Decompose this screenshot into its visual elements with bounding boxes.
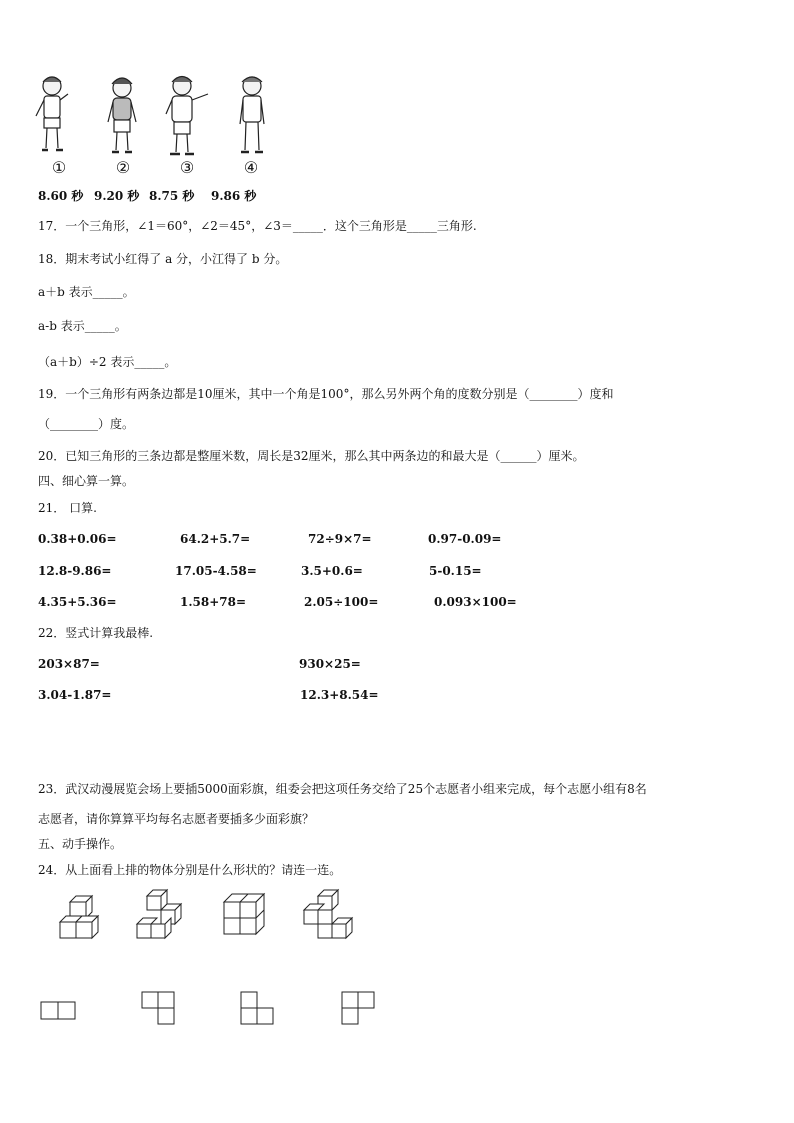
q21-cell: 2.05÷100= <box>304 595 379 609</box>
question-19-line-2: （________）度。 <box>38 417 135 431</box>
question-24: 24．从上面看上排的物体分别是什么形状的？请连一连。 <box>38 863 342 877</box>
figure-label-1: ① <box>51 158 67 177</box>
time-value-1: 8.60 秒 <box>38 189 84 203</box>
question-18-line-1: a＋b 表示_____。 <box>38 285 135 299</box>
top-view-2 <box>140 990 180 1030</box>
figure-label-4: ④ <box>243 158 259 177</box>
q21-cell: 0.38+0.06= <box>38 532 117 546</box>
top-view-4 <box>340 990 380 1030</box>
cube-stack-2 <box>135 888 185 944</box>
q21-cell: 1.58+78= <box>180 595 247 609</box>
section-5-heading: 五、动手操作。 <box>38 837 123 851</box>
time-value-4: 9.86 秒 <box>211 189 257 203</box>
question-18-line-3: （a＋b）÷2 表示_____。 <box>38 355 177 369</box>
top-view-1 <box>40 1000 80 1024</box>
figure-label-3: ③ <box>179 158 195 177</box>
question-22-title: 22．竖式计算我最棒. <box>38 626 154 640</box>
q21-cell: 0.093×100= <box>434 595 517 609</box>
q21-cell: 17.05-4.58= <box>175 564 257 578</box>
time-value-3: 8.75 秒 <box>149 189 195 203</box>
question-20: 20．已知三角形的三条边都是整厘米数，周长是32厘米，那么其中两条边的和最大是（______）厘米。 <box>38 449 585 463</box>
top-view-3 <box>239 990 279 1030</box>
cube-stack-1 <box>56 894 106 944</box>
time-value-2: 9.20 秒 <box>94 189 140 203</box>
q22-cell: 203×87= <box>38 657 100 671</box>
q21-cell: 12.8-9.86= <box>38 564 112 578</box>
q21-cell: 64.2+5.7= <box>180 532 251 546</box>
question-23-line-2: 志愿者，请你算算平均每名志愿者要插多少面彩旗？ <box>38 812 315 826</box>
child-figure-2 <box>108 78 136 152</box>
q22-cell: 12.3+8.54= <box>300 688 379 702</box>
cube-stack-4 <box>298 888 354 944</box>
q21-cell: 72÷9×7= <box>308 532 372 546</box>
question-17: 17．一个三角形，∠1＝60°，∠2＝45°，∠3＝_____．这个三角形是_____三角形. <box>38 219 477 233</box>
q21-cell: 4.35+5.36= <box>38 595 117 609</box>
child-figure-3 <box>166 77 208 155</box>
section-4-heading: 四、细心算一算。 <box>38 474 135 488</box>
question-21-title: 21． 口算. <box>38 501 97 515</box>
question-18-stem: 18．期末考试小红得了 a 分，小江得了 b 分。 <box>38 252 288 266</box>
question-19-line-1: 19．一个三角形有两条边都是10厘米，其中一个角是100°，那么另外两个角的度数分别是（________）度和 <box>38 387 614 401</box>
question-23-line-1: 23．武汉动漫展览会场上要插5000面彩旗，组委会把这项任务交给了25个志愿者小组来完成，每个志愿小组有8名 <box>38 782 647 796</box>
cube-stack-3 <box>220 892 270 942</box>
q21-cell: 3.5+0.6= <box>301 564 363 578</box>
q21-cell: 5-0.15= <box>429 564 482 578</box>
child-figure-1 <box>36 77 68 150</box>
child-figure-4 <box>240 77 264 152</box>
q21-cell: 0.97-0.09= <box>428 532 502 546</box>
q22-cell: 930×25= <box>299 657 361 671</box>
q22-cell: 3.04-1.87= <box>38 688 112 702</box>
question-18-line-2: a-b 表示_____。 <box>38 319 127 333</box>
figure-label-2: ② <box>115 158 131 177</box>
